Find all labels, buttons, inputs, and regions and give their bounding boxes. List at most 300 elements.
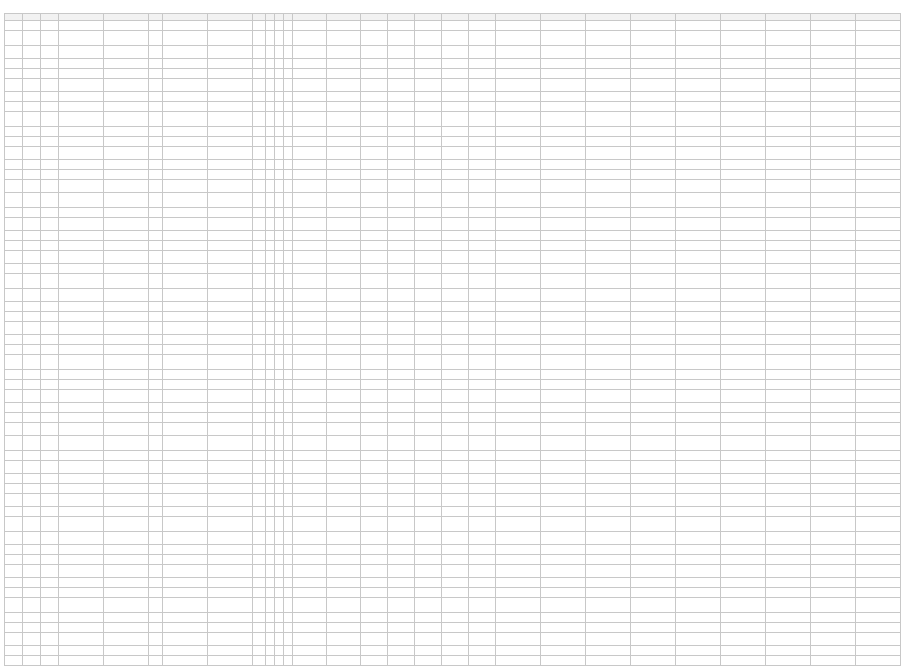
table-cell[interactable]	[720, 461, 765, 474]
table-cell[interactable]	[162, 289, 207, 302]
table-cell[interactable]	[23, 423, 41, 436]
table-cell[interactable]	[266, 436, 275, 451]
table-cell[interactable]	[810, 208, 855, 218]
table-cell[interactable]	[41, 578, 59, 588]
table-cell[interactable]	[5, 646, 23, 656]
table-cell[interactable]	[585, 312, 630, 322]
table-cell[interactable]	[104, 345, 149, 355]
table-cell[interactable]	[414, 59, 441, 69]
table-cell[interactable]	[5, 231, 23, 241]
table-cell[interactable]	[326, 633, 360, 646]
table-cell[interactable]	[675, 436, 720, 451]
table-cell[interactable]	[104, 147, 149, 160]
table-cell[interactable]	[441, 302, 468, 312]
table-cell[interactable]	[675, 355, 720, 370]
table-cell[interactable]	[252, 208, 266, 218]
table-cell[interactable]	[540, 112, 585, 127]
table-cell[interactable]	[495, 208, 540, 218]
table-cell[interactable]	[41, 355, 59, 370]
table-cell[interactable]	[275, 380, 284, 390]
table-cell[interactable]	[326, 403, 360, 413]
table-cell[interactable]	[387, 355, 414, 370]
table-cell[interactable]	[326, 517, 360, 532]
table-cell[interactable]	[360, 517, 387, 532]
table-cell[interactable]	[104, 208, 149, 218]
table-cell[interactable]	[441, 21, 468, 31]
table-cell[interactable]	[149, 335, 163, 345]
table-cell[interactable]	[41, 312, 59, 322]
table-cell[interactable]	[540, 403, 585, 413]
table-cell[interactable]	[23, 494, 41, 507]
table-cell[interactable]	[675, 147, 720, 160]
table-cell[interactable]	[441, 555, 468, 565]
table-cell[interactable]	[41, 423, 59, 436]
table-cell[interactable]	[630, 598, 675, 613]
table-cell[interactable]	[468, 46, 495, 59]
table-cell[interactable]	[414, 69, 441, 79]
table-cell[interactable]	[765, 335, 810, 345]
table-cell[interactable]	[284, 289, 293, 302]
table-cell[interactable]	[326, 69, 360, 79]
table-cell[interactable]	[284, 112, 293, 127]
table-cell[interactable]	[266, 565, 275, 578]
table-cell[interactable]	[360, 46, 387, 59]
table-cell[interactable]	[266, 598, 275, 613]
table-cell[interactable]	[360, 555, 387, 565]
table-cell[interactable]	[275, 208, 284, 218]
table-cell[interactable]	[207, 69, 252, 79]
table-cell[interactable]	[293, 461, 327, 474]
table-cell[interactable]	[495, 160, 540, 170]
table-cell[interactable]	[41, 289, 59, 302]
table-cell[interactable]	[675, 484, 720, 494]
table-cell[interactable]	[104, 193, 149, 208]
table-cell[interactable]	[414, 160, 441, 170]
table-cell[interactable]	[162, 218, 207, 231]
table-cell[interactable]	[540, 46, 585, 59]
table-cell[interactable]	[326, 474, 360, 484]
table-cell[interactable]	[495, 312, 540, 322]
table-cell[interactable]	[765, 102, 810, 112]
table-cell[interactable]	[284, 532, 293, 545]
table-cell[interactable]	[326, 180, 360, 193]
table-cell[interactable]	[810, 423, 855, 436]
table-cell[interactable]	[162, 380, 207, 390]
table-cell[interactable]	[585, 322, 630, 335]
table-cell[interactable]	[149, 218, 163, 231]
table-cell[interactable]	[585, 633, 630, 646]
table-cell[interactable]	[585, 92, 630, 102]
table-cell[interactable]	[495, 92, 540, 102]
table-cell[interactable]	[495, 613, 540, 623]
table-cell[interactable]	[387, 390, 414, 403]
table-cell[interactable]	[252, 92, 266, 102]
table-cell[interactable]	[5, 180, 23, 193]
table-cell[interactable]	[360, 312, 387, 322]
table-cell[interactable]	[207, 403, 252, 413]
table-cell[interactable]	[855, 208, 900, 218]
table-cell[interactable]	[540, 380, 585, 390]
table-cell[interactable]	[495, 302, 540, 312]
table-cell[interactable]	[284, 474, 293, 484]
table-cell[interactable]	[765, 517, 810, 532]
table-cell[interactable]	[855, 656, 900, 666]
table-cell[interactable]	[387, 461, 414, 474]
table-cell[interactable]	[720, 218, 765, 231]
table-cell[interactable]	[720, 180, 765, 193]
table-cell[interactable]	[675, 633, 720, 646]
table-cell[interactable]	[720, 127, 765, 137]
table-cell[interactable]	[414, 633, 441, 646]
table-cell[interactable]	[252, 147, 266, 160]
table-cell[interactable]	[585, 193, 630, 208]
table-cell[interactable]	[585, 507, 630, 517]
table-cell[interactable]	[41, 274, 59, 289]
table-cell[interactable]	[495, 646, 540, 656]
table-cell[interactable]	[855, 79, 900, 92]
table-cell[interactable]	[326, 112, 360, 127]
table-cell[interactable]	[720, 656, 765, 666]
table-cell[interactable]	[387, 565, 414, 578]
table-cell[interactable]	[765, 555, 810, 565]
table-cell[interactable]	[495, 127, 540, 137]
table-cell[interactable]	[326, 555, 360, 565]
table-cell[interactable]	[765, 451, 810, 461]
table-cell[interactable]	[266, 532, 275, 545]
table-cell[interactable]	[441, 127, 468, 137]
table-cell[interactable]	[252, 613, 266, 623]
table-cell[interactable]	[5, 69, 23, 79]
table-cell[interactable]	[293, 613, 327, 623]
table-cell[interactable]	[468, 555, 495, 565]
table-cell[interactable]	[162, 545, 207, 555]
table-cell[interactable]	[149, 21, 163, 31]
table-cell[interactable]	[293, 289, 327, 302]
table-cell[interactable]	[495, 494, 540, 507]
table-cell[interactable]	[720, 137, 765, 147]
table-cell[interactable]	[387, 112, 414, 127]
table-cell[interactable]	[266, 79, 275, 92]
table-cell[interactable]	[266, 355, 275, 370]
table-cell[interactable]	[810, 46, 855, 59]
table-cell[interactable]	[104, 79, 149, 92]
table-cell[interactable]	[441, 623, 468, 633]
table-cell[interactable]	[252, 380, 266, 390]
table-cell[interactable]	[414, 127, 441, 137]
table-cell[interactable]	[284, 403, 293, 413]
table-cell[interactable]	[266, 370, 275, 380]
table-cell[interactable]	[326, 390, 360, 403]
table-cell[interactable]	[275, 494, 284, 507]
table-cell[interactable]	[495, 170, 540, 180]
table-cell[interactable]	[765, 484, 810, 494]
table-cell[interactable]	[266, 390, 275, 403]
column-header[interactable]	[387, 14, 414, 21]
table-cell[interactable]	[284, 413, 293, 423]
table-cell[interactable]	[468, 79, 495, 92]
table-cell[interactable]	[360, 335, 387, 345]
table-cell[interactable]	[675, 322, 720, 335]
table-cell[interactable]	[293, 494, 327, 507]
table-cell[interactable]	[441, 170, 468, 180]
table-cell[interactable]	[765, 390, 810, 403]
table-cell[interactable]	[540, 127, 585, 137]
table-cell[interactable]	[360, 565, 387, 578]
table-cell[interactable]	[675, 251, 720, 264]
table-cell[interactable]	[275, 137, 284, 147]
table-cell[interactable]	[207, 289, 252, 302]
table-cell[interactable]	[441, 436, 468, 451]
table-cell[interactable]	[326, 646, 360, 656]
table-cell[interactable]	[468, 208, 495, 218]
table-cell[interactable]	[162, 193, 207, 208]
table-cell[interactable]	[162, 231, 207, 241]
table-cell[interactable]	[326, 507, 360, 517]
table-cell[interactable]	[855, 170, 900, 180]
table-cell[interactable]	[810, 322, 855, 335]
table-cell[interactable]	[585, 31, 630, 46]
table-cell[interactable]	[266, 380, 275, 390]
table-cell[interactable]	[275, 21, 284, 31]
table-cell[interactable]	[5, 484, 23, 494]
table-cell[interactable]	[149, 403, 163, 413]
table-cell[interactable]	[207, 31, 252, 46]
table-cell[interactable]	[326, 451, 360, 461]
column-header[interactable]	[765, 14, 810, 21]
table-cell[interactable]	[441, 355, 468, 370]
table-cell[interactable]	[720, 264, 765, 274]
table-cell[interactable]	[5, 79, 23, 92]
table-cell[interactable]	[765, 193, 810, 208]
table-cell[interactable]	[266, 102, 275, 112]
table-cell[interactable]	[387, 289, 414, 302]
table-cell[interactable]	[293, 380, 327, 390]
table-cell[interactable]	[810, 170, 855, 180]
table-cell[interactable]	[284, 46, 293, 59]
table-cell[interactable]	[59, 274, 104, 289]
table-cell[interactable]	[23, 451, 41, 461]
table-cell[interactable]	[540, 623, 585, 633]
table-cell[interactable]	[675, 180, 720, 193]
table-cell[interactable]	[675, 127, 720, 137]
table-cell[interactable]	[360, 274, 387, 289]
table-cell[interactable]	[810, 578, 855, 588]
table-cell[interactable]	[468, 251, 495, 264]
table-cell[interactable]	[810, 137, 855, 147]
table-cell[interactable]	[207, 302, 252, 312]
table-cell[interactable]	[387, 92, 414, 102]
table-cell[interactable]	[855, 264, 900, 274]
table-cell[interactable]	[284, 646, 293, 656]
table-cell[interactable]	[149, 532, 163, 545]
table-cell[interactable]	[360, 451, 387, 461]
table-cell[interactable]	[104, 507, 149, 517]
table-cell[interactable]	[293, 423, 327, 436]
table-cell[interactable]	[720, 69, 765, 79]
table-cell[interactable]	[387, 451, 414, 461]
table-cell[interactable]	[293, 264, 327, 274]
table-cell[interactable]	[23, 79, 41, 92]
table-cell[interactable]	[293, 112, 327, 127]
table-cell[interactable]	[275, 160, 284, 170]
table-cell[interactable]	[162, 598, 207, 613]
table-cell[interactable]	[149, 565, 163, 578]
table-cell[interactable]	[59, 461, 104, 474]
table-cell[interactable]	[23, 127, 41, 137]
table-cell[interactable]	[495, 532, 540, 545]
table-cell[interactable]	[495, 335, 540, 345]
table-cell[interactable]	[495, 79, 540, 92]
table-cell[interactable]	[414, 289, 441, 302]
table-cell[interactable]	[5, 588, 23, 598]
table-cell[interactable]	[5, 578, 23, 588]
table-cell[interactable]	[162, 390, 207, 403]
table-cell[interactable]	[59, 335, 104, 345]
table-cell[interactable]	[5, 345, 23, 355]
table-cell[interactable]	[149, 69, 163, 79]
table-cell[interactable]	[41, 451, 59, 461]
table-cell[interactable]	[41, 413, 59, 423]
table-cell[interactable]	[414, 208, 441, 218]
table-cell[interactable]	[104, 461, 149, 474]
table-cell[interactable]	[59, 289, 104, 302]
table-cell[interactable]	[207, 613, 252, 623]
table-cell[interactable]	[275, 345, 284, 355]
table-cell[interactable]	[41, 436, 59, 451]
table-cell[interactable]	[59, 413, 104, 423]
table-cell[interactable]	[59, 578, 104, 588]
table-cell[interactable]	[414, 137, 441, 147]
table-cell[interactable]	[540, 555, 585, 565]
table-cell[interactable]	[441, 218, 468, 231]
table-cell[interactable]	[387, 274, 414, 289]
table-cell[interactable]	[162, 484, 207, 494]
table-cell[interactable]	[495, 274, 540, 289]
table-cell[interactable]	[720, 517, 765, 532]
table-cell[interactable]	[162, 633, 207, 646]
table-cell[interactable]	[720, 598, 765, 613]
table-cell[interactable]	[675, 403, 720, 413]
table-cell[interactable]	[59, 380, 104, 390]
table-cell[interactable]	[275, 451, 284, 461]
table-cell[interactable]	[266, 423, 275, 436]
table-cell[interactable]	[41, 302, 59, 312]
table-cell[interactable]	[284, 436, 293, 451]
table-cell[interactable]	[810, 451, 855, 461]
table-cell[interactable]	[855, 241, 900, 251]
table-cell[interactable]	[585, 112, 630, 127]
table-cell[interactable]	[41, 484, 59, 494]
table-cell[interactable]	[275, 436, 284, 451]
table-cell[interactable]	[162, 345, 207, 355]
table-cell[interactable]	[104, 423, 149, 436]
table-cell[interactable]	[360, 633, 387, 646]
table-cell[interactable]	[630, 231, 675, 241]
table-cell[interactable]	[585, 46, 630, 59]
column-header[interactable]	[630, 14, 675, 21]
table-cell[interactable]	[266, 31, 275, 46]
table-cell[interactable]	[266, 461, 275, 474]
table-cell[interactable]	[104, 484, 149, 494]
table-cell[interactable]	[252, 79, 266, 92]
table-cell[interactable]	[585, 370, 630, 380]
table-cell[interactable]	[284, 127, 293, 137]
table-cell[interactable]	[765, 127, 810, 137]
table-cell[interactable]	[326, 623, 360, 633]
table-cell[interactable]	[207, 112, 252, 127]
table-cell[interactable]	[495, 322, 540, 335]
table-cell[interactable]	[284, 137, 293, 147]
table-cell[interactable]	[5, 218, 23, 231]
table-cell[interactable]	[720, 494, 765, 507]
table-cell[interactable]	[414, 413, 441, 423]
table-cell[interactable]	[5, 555, 23, 565]
table-cell[interactable]	[275, 390, 284, 403]
table-cell[interactable]	[59, 160, 104, 170]
table-cell[interactable]	[252, 231, 266, 241]
table-cell[interactable]	[855, 423, 900, 436]
table-cell[interactable]	[326, 289, 360, 302]
table-cell[interactable]	[104, 578, 149, 588]
table-cell[interactable]	[495, 345, 540, 355]
table-cell[interactable]	[275, 31, 284, 46]
table-cell[interactable]	[540, 494, 585, 507]
table-cell[interactable]	[810, 555, 855, 565]
table-cell[interactable]	[207, 274, 252, 289]
table-cell[interactable]	[495, 588, 540, 598]
table-cell[interactable]	[23, 633, 41, 646]
table-cell[interactable]	[293, 218, 327, 231]
table-cell[interactable]	[284, 180, 293, 193]
table-cell[interactable]	[252, 555, 266, 565]
column-header[interactable]	[41, 14, 59, 21]
table-cell[interactable]	[360, 241, 387, 251]
table-cell[interactable]	[252, 69, 266, 79]
table-cell[interactable]	[207, 251, 252, 264]
table-cell[interactable]	[59, 345, 104, 355]
table-cell[interactable]	[5, 494, 23, 507]
table-cell[interactable]	[765, 494, 810, 507]
table-cell[interactable]	[104, 170, 149, 180]
table-cell[interactable]	[23, 623, 41, 633]
table-cell[interactable]	[495, 241, 540, 251]
table-cell[interactable]	[104, 312, 149, 322]
table-cell[interactable]	[630, 218, 675, 231]
table-cell[interactable]	[149, 633, 163, 646]
table-cell[interactable]	[441, 390, 468, 403]
table-cell[interactable]	[387, 46, 414, 59]
table-cell[interactable]	[59, 545, 104, 555]
table-cell[interactable]	[468, 545, 495, 555]
table-cell[interactable]	[293, 170, 327, 180]
table-cell[interactable]	[41, 532, 59, 545]
table-cell[interactable]	[720, 613, 765, 623]
table-cell[interactable]	[468, 623, 495, 633]
table-cell[interactable]	[765, 613, 810, 623]
table-cell[interactable]	[720, 112, 765, 127]
table-cell[interactable]	[675, 312, 720, 322]
table-cell[interactable]	[810, 335, 855, 345]
table-cell[interactable]	[104, 588, 149, 598]
table-cell[interactable]	[23, 598, 41, 613]
table-cell[interactable]	[23, 588, 41, 598]
table-cell[interactable]	[540, 345, 585, 355]
table-cell[interactable]	[441, 474, 468, 484]
table-cell[interactable]	[855, 380, 900, 390]
table-cell[interactable]	[41, 461, 59, 474]
table-cell[interactable]	[360, 193, 387, 208]
table-cell[interactable]	[275, 578, 284, 588]
